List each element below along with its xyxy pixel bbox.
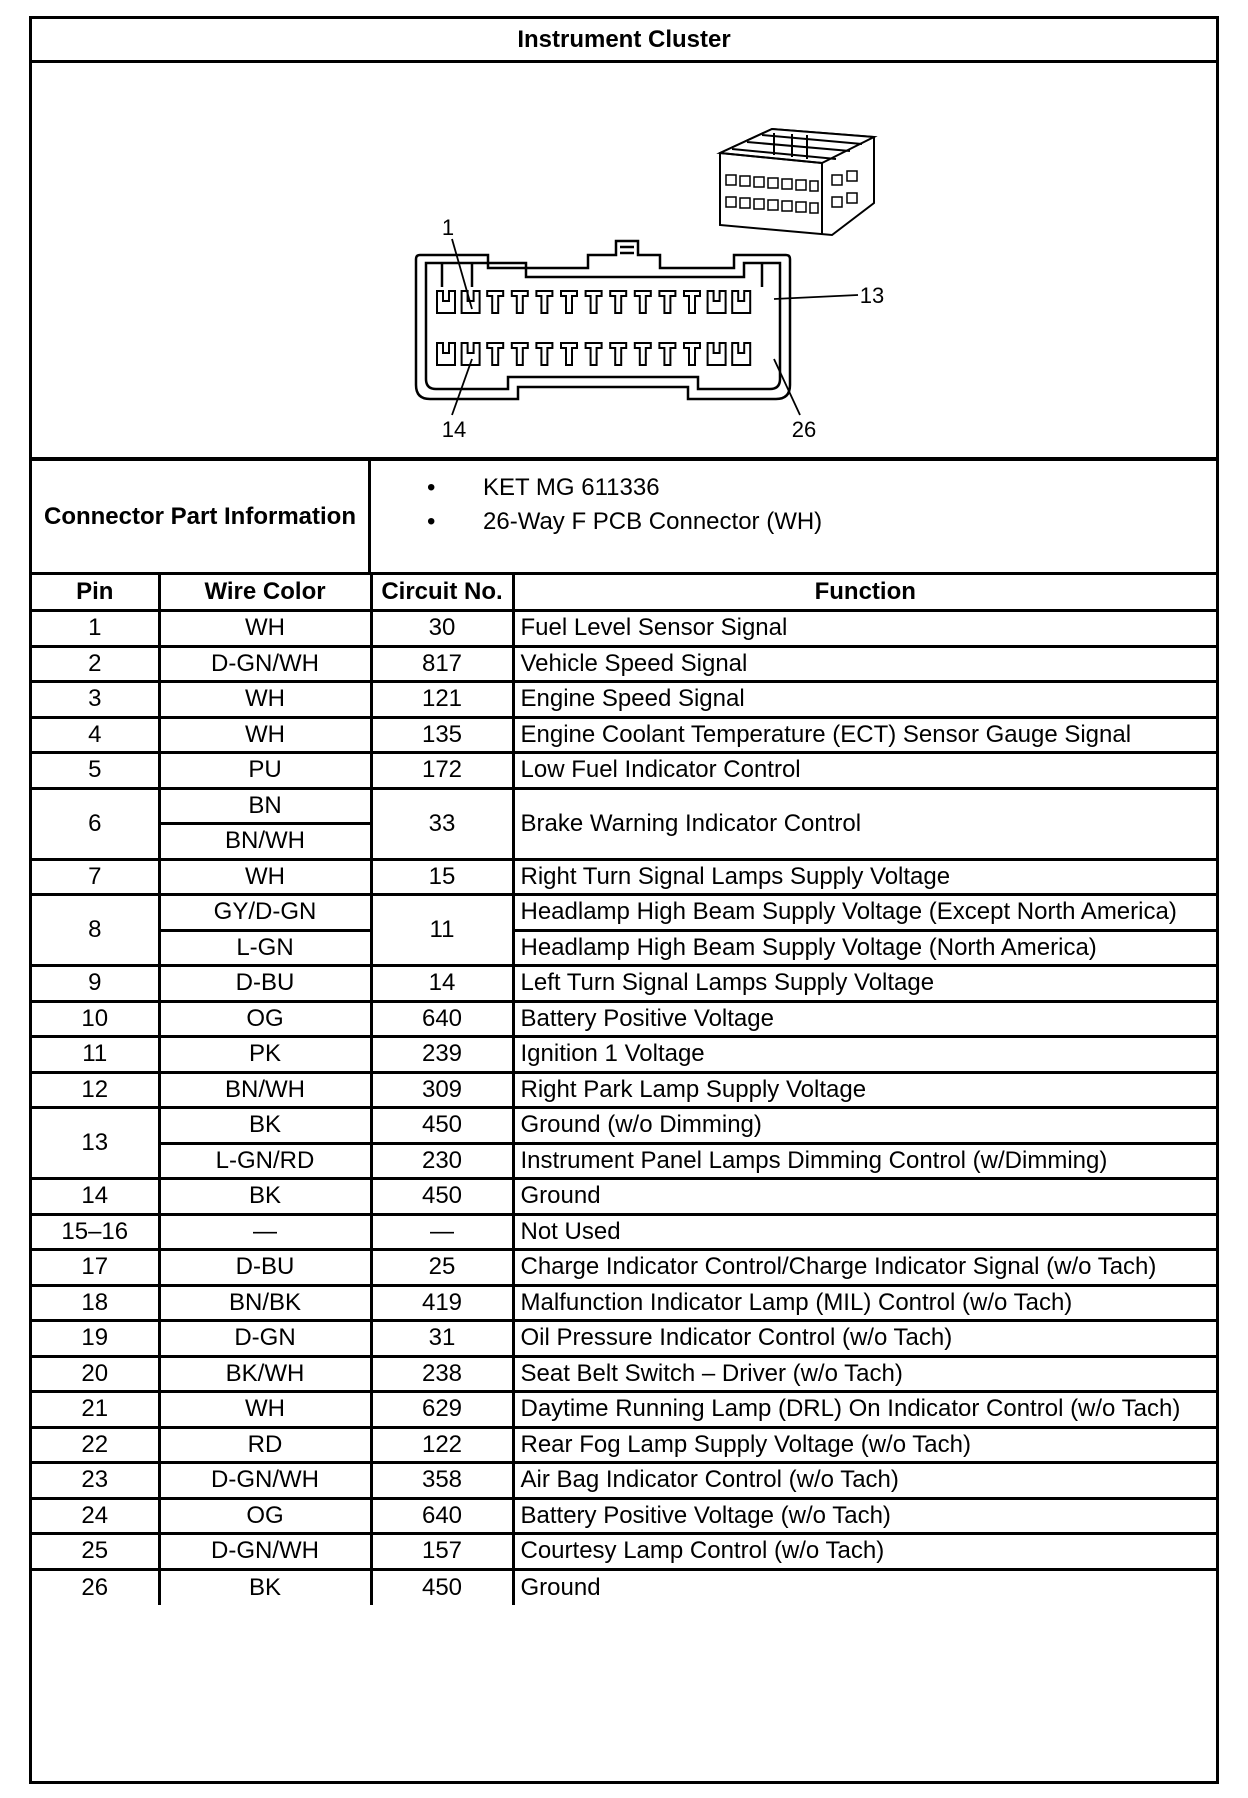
function-cell: Headlamp High Beam Supply Voltage (Except North America) <box>513 895 1216 931</box>
wire-color-cell: D-GN/WH <box>159 646 371 682</box>
terminal-cavity <box>610 343 626 365</box>
wire-color-cell: WH <box>159 1392 371 1428</box>
terminal-cavity <box>684 291 700 313</box>
table-row <box>32 859 1216 895</box>
circuit-cell: 14 <box>371 966 513 1002</box>
function-cell: Ground <box>513 1179 1216 1215</box>
terminal-cavity <box>512 343 528 365</box>
table-row <box>32 1463 1216 1499</box>
terminal-cavity <box>659 343 675 365</box>
table-row <box>32 1143 1216 1179</box>
circuit-cell: — <box>371 1214 513 1250</box>
header-circuit: Circuit No. <box>371 575 513 611</box>
pin-cell: 2 <box>32 646 159 682</box>
table-row <box>32 753 1216 789</box>
pin-leaders <box>452 239 858 415</box>
pin-cell: 19 <box>32 1321 159 1357</box>
circuit-cell: 238 <box>371 1356 513 1392</box>
wire-color-cell: BN/WH <box>159 824 371 860</box>
table-row <box>32 895 1216 931</box>
circuit-cell: 33 <box>371 788 513 859</box>
terminal-cavity <box>536 291 552 313</box>
wire-color-cell: BK <box>159 1108 371 1144</box>
terminal-cavity <box>684 343 700 365</box>
terminal-cavity <box>487 343 503 365</box>
connector-info-item: • 26-Way F PCB Connector (WH) <box>371 505 1216 539</box>
wire-color-cell: D-BU <box>159 966 371 1002</box>
function-cell: Seat Belt Switch – Driver (w/o Tach) <box>513 1356 1216 1392</box>
pin-cell: 5 <box>32 753 159 789</box>
wire-color-cell: D-GN/WH <box>159 1534 371 1570</box>
pin-14-label: 14 <box>441 417 467 442</box>
table-row <box>32 1108 1216 1144</box>
circuit-cell: 11 <box>371 895 513 966</box>
wire-color-cell: D-GN <box>159 1321 371 1357</box>
function-cell: Courtesy Lamp Control (w/o Tach) <box>513 1534 1216 1570</box>
terminal-cavity <box>586 291 602 313</box>
circuit-cell: 629 <box>371 1392 513 1428</box>
table-row <box>32 611 1216 647</box>
terminal-cavity <box>659 291 675 313</box>
terminal-cavity <box>635 291 651 313</box>
function-cell: Ground <box>513 1569 1216 1605</box>
pin-cell: 3 <box>32 682 159 718</box>
pin-cell: 25 <box>32 1534 159 1570</box>
wire-color-cell: L-GN <box>159 930 371 966</box>
wire-color-cell: PU <box>159 753 371 789</box>
connector-face <box>416 241 790 399</box>
connector-face-drawing <box>32 63 1216 457</box>
table-row <box>32 1392 1216 1428</box>
terminal-cavity <box>437 291 455 313</box>
wire-color-cell: PK <box>159 1037 371 1073</box>
pin-cell: 21 <box>32 1392 159 1428</box>
wire-color-cell: GY/D-GN <box>159 895 371 931</box>
table-row <box>32 1037 1216 1073</box>
header-function: Function <box>513 575 1216 611</box>
pin-cell: 24 <box>32 1498 159 1534</box>
circuit-cell: 15 <box>371 859 513 895</box>
pin-cell: 8 <box>32 895 159 966</box>
circuit-cell: 121 <box>371 682 513 718</box>
table-row <box>32 682 1216 718</box>
circuit-cell: 817 <box>371 646 513 682</box>
terminal-cavity <box>732 291 750 313</box>
wire-color-cell: WH <box>159 611 371 647</box>
connector-info-label: Connector Part Information <box>32 461 371 572</box>
function-cell: Rear Fog Lamp Supply Voltage (w/o Tach) <box>513 1427 1216 1463</box>
circuit-cell: 122 <box>371 1427 513 1463</box>
function-cell: Left Turn Signal Lamps Supply Voltage <box>513 966 1216 1002</box>
function-cell: Fuel Level Sensor Signal <box>513 611 1216 647</box>
circuit-cell: 157 <box>371 1534 513 1570</box>
table-row <box>32 1498 1216 1534</box>
wire-color-cell: — <box>159 1214 371 1250</box>
function-cell: Instrument Panel Lamps Dimming Control (w/Dimming) <box>513 1143 1216 1179</box>
wire-color-cell: D-GN/WH <box>159 1463 371 1499</box>
terminal-cavity <box>708 291 726 313</box>
table-row <box>32 717 1216 753</box>
circuit-cell: 640 <box>371 1001 513 1037</box>
wire-color-cell: RD <box>159 1427 371 1463</box>
wire-color-cell: L-GN/RD <box>159 1143 371 1179</box>
circuit-cell: 172 <box>371 753 513 789</box>
function-cell: Battery Positive Voltage (w/o Tach) <box>513 1498 1216 1534</box>
circuit-cell: 309 <box>371 1072 513 1108</box>
header-pin: Pin <box>32 575 159 611</box>
table-row <box>32 966 1216 1002</box>
pin-cell: 7 <box>32 859 159 895</box>
pin-cell: 18 <box>32 1285 159 1321</box>
wire-color-cell: OG <box>159 1498 371 1534</box>
circuit-cell: 239 <box>371 1037 513 1073</box>
wire-color-cell: BN/BK <box>159 1285 371 1321</box>
pin-cell: 10 <box>32 1001 159 1037</box>
wire-color-cell: WH <box>159 859 371 895</box>
function-cell: Battery Positive Voltage <box>513 1001 1216 1037</box>
table-row <box>32 788 1216 824</box>
terminal-cavity <box>561 343 577 365</box>
terminal-cavity <box>732 343 750 365</box>
table-row <box>32 1569 1216 1605</box>
function-cell: Brake Warning Indicator Control <box>513 788 1216 859</box>
pin-13-label: 13 <box>859 283 885 308</box>
terminal-cavity <box>437 343 455 365</box>
wire-color-cell: BK/WH <box>159 1356 371 1392</box>
connector-diagram <box>32 63 1216 461</box>
connector-part-info <box>32 461 1216 575</box>
header-wire-color: Wire Color <box>159 575 371 611</box>
terminal-cavity <box>536 343 552 365</box>
circuit-cell: 450 <box>371 1108 513 1144</box>
function-cell: Not Used <box>513 1214 1216 1250</box>
pin-cell: 6 <box>32 788 159 859</box>
terminal-cavity <box>561 291 577 313</box>
page-title: Instrument Cluster <box>32 19 1216 63</box>
pinout-table <box>32 575 1216 1605</box>
pin-cell: 26 <box>32 1569 159 1605</box>
table-row <box>32 1534 1216 1570</box>
pin-1-label: 1 <box>441 215 455 240</box>
pin-cell: 15–16 <box>32 1214 159 1250</box>
circuit-cell: 640 <box>371 1498 513 1534</box>
pin-cell: 20 <box>32 1356 159 1392</box>
function-cell: Vehicle Speed Signal <box>513 646 1216 682</box>
terminal-cavity <box>708 343 726 365</box>
wire-color-cell: D-BU <box>159 1250 371 1286</box>
table-header-row <box>32 575 1216 611</box>
table-row <box>32 1356 1216 1392</box>
wire-color-cell: BN <box>159 788 371 824</box>
wire-color-cell: WH <box>159 682 371 718</box>
pin-26-label: 26 <box>791 417 817 442</box>
function-cell: Malfunction Indicator Lamp (MIL) Control (w/o Tach) <box>513 1285 1216 1321</box>
function-cell: Ignition 1 Voltage <box>513 1037 1216 1073</box>
wire-color-cell: BK <box>159 1569 371 1605</box>
pin-cell: 13 <box>32 1108 159 1179</box>
table-row <box>32 1321 1216 1357</box>
function-cell: Right Park Lamp Supply Voltage <box>513 1072 1216 1108</box>
circuit-cell: 30 <box>371 611 513 647</box>
pin-cell: 14 <box>32 1179 159 1215</box>
pin-cell: 17 <box>32 1250 159 1286</box>
terminal-cavity <box>635 343 651 365</box>
function-cell: Oil Pressure Indicator Control (w/o Tach) <box>513 1321 1216 1357</box>
wire-color-cell: OG <box>159 1001 371 1037</box>
connector-3d-icon <box>720 129 874 235</box>
table-row <box>32 1214 1216 1250</box>
wire-color-cell: WH <box>159 717 371 753</box>
circuit-cell: 25 <box>371 1250 513 1286</box>
table-row <box>32 1072 1216 1108</box>
function-cell: Headlamp High Beam Supply Voltage (North America) <box>513 930 1216 966</box>
function-cell: Daytime Running Lamp (DRL) On Indicator Control (w/o Tach) <box>513 1392 1216 1428</box>
pin-cell: 11 <box>32 1037 159 1073</box>
wire-color-cell: BN/WH <box>159 1072 371 1108</box>
circuit-cell: 135 <box>371 717 513 753</box>
pin-cell: 23 <box>32 1463 159 1499</box>
table-row <box>32 1250 1216 1286</box>
connector-info-item: • KET MG 611336 <box>371 471 1216 505</box>
connector-info-list <box>371 461 1216 582</box>
terminal-cavity <box>512 291 528 313</box>
function-cell: Air Bag Indicator Control (w/o Tach) <box>513 1463 1216 1499</box>
circuit-cell: 230 <box>371 1143 513 1179</box>
table-row <box>32 1427 1216 1463</box>
table-row <box>32 1001 1216 1037</box>
table-row <box>32 1285 1216 1321</box>
terminal-cavity <box>586 343 602 365</box>
function-cell: Low Fuel Indicator Control <box>513 753 1216 789</box>
connector-sheet <box>29 16 1219 1784</box>
function-cell: Engine Speed Signal <box>513 682 1216 718</box>
terminal-rows <box>437 291 750 365</box>
function-cell: Charge Indicator Control/Charge Indicator Signal (w/o Tach) <box>513 1250 1216 1286</box>
wire-color-cell: BK <box>159 1179 371 1215</box>
pin-cell: 22 <box>32 1427 159 1463</box>
function-cell: Right Turn Signal Lamps Supply Voltage <box>513 859 1216 895</box>
circuit-cell: 358 <box>371 1463 513 1499</box>
circuit-cell: 450 <box>371 1179 513 1215</box>
terminal-cavity <box>487 291 503 313</box>
circuit-cell: 31 <box>371 1321 513 1357</box>
circuit-cell: 419 <box>371 1285 513 1321</box>
table-row <box>32 930 1216 966</box>
pin-cell: 1 <box>32 611 159 647</box>
pin-cell: 9 <box>32 966 159 1002</box>
pin-cell: 12 <box>32 1072 159 1108</box>
table-row <box>32 646 1216 682</box>
function-cell: Engine Coolant Temperature (ECT) Sensor Gauge Signal <box>513 717 1216 753</box>
pin-cell: 4 <box>32 717 159 753</box>
terminal-cavity <box>610 291 626 313</box>
circuit-cell: 450 <box>371 1569 513 1605</box>
function-cell: Ground (w/o Dimming) <box>513 1108 1216 1144</box>
table-row <box>32 1179 1216 1215</box>
